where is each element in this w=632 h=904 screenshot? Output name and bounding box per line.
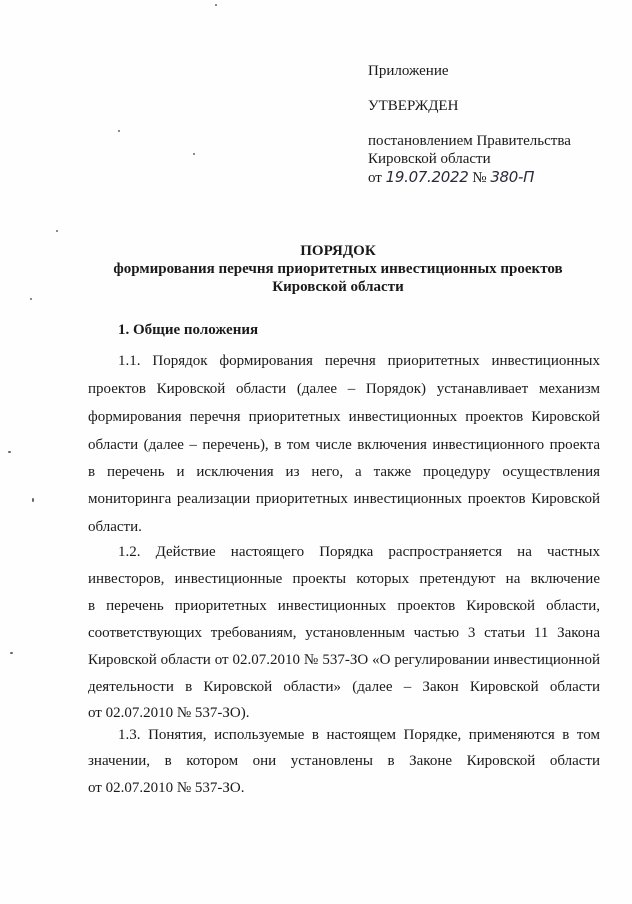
paragraph-1-3-line: 1.3. Понятия, используемые в настоящем Порядке, применяются в том [118,727,600,743]
document-subtitle-line-1: формирования перечня приоритетных инвестиционных проектов [113,261,563,277]
scan-speck [30,298,32,300]
paragraph-1-1-line: области. [88,519,142,535]
paragraph-1-1-line: в перечень и исключения из него, а также процедуру осуществления [88,464,600,480]
approved-region-line: Кировской области [368,151,491,167]
approved-by-line: постановлением Правительства [368,133,571,149]
scan-speck [215,4,217,6]
scan-speck [193,153,195,155]
paragraph-1-2-line: инвесторов, инвестиционные проекты которых претендуют на включение [88,571,600,587]
paragraph-1-2-line: деятельности в Кировской области» (далее – Закон Кировской области [88,679,600,695]
paragraph-1-1-line: формирования перечня приоритетных инвестиционных проектов Кировской [88,409,600,425]
approval-date-line [368,168,534,187]
paragraph-1-1-line: 1.1. Порядок формирования перечня приоритетных инвестиционных [118,353,600,369]
scan-speck [10,652,13,654]
document-title: ПОРЯДОК [300,243,376,259]
section-heading: 1. Общие положения [118,322,259,338]
handwritten-date: 19.07.2022 [385,168,469,186]
paragraph-1-3-line: значении, в котором они установлены в Законе Кировской области [88,753,600,769]
scan-speck [8,451,11,453]
number-sign: № [472,170,487,186]
paragraph-1-1-line: мониторинга реализации приоритетных инвестиционных проектов Кировской [88,491,600,507]
paragraph-1-1-line: области (далее – перечень), в том числе включения инвестиционного проекта [88,437,600,453]
paragraph-1-2-line: в перечень приоритетных инвестиционных проектов Кировской области, [88,598,600,614]
scan-speck [32,498,34,502]
appendix-label: Приложение [368,63,449,79]
document-subtitle-line-2: Кировской области [272,279,404,295]
scan-speck [118,130,120,132]
paragraph-1-1-line: проектов Кировской области (далее – Порядок) устанавливает механизм [88,381,600,397]
paragraph-1-2-line: соответствующих требованиям, установленным частью 3 статьи 11 Закона [88,625,600,641]
paragraph-1-2-line: 1.2. Действие настоящего Порядка распространяется на частных [118,544,600,560]
handwritten-number: 380-П [490,168,535,186]
date-prefix: от [368,170,382,186]
scan-speck [56,230,58,232]
paragraph-1-3-line: от 02.07.2010 № 537-ЗО. [88,780,245,796]
approved-label: УТВЕРЖДЕН [368,98,459,114]
paragraph-1-2-line: Кировской области от 02.07.2010 № 537-ЗО «О регулировании инвестиционной [88,652,600,668]
paragraph-1-2-line: от 02.07.2010 № 537-ЗО). [88,705,250,721]
